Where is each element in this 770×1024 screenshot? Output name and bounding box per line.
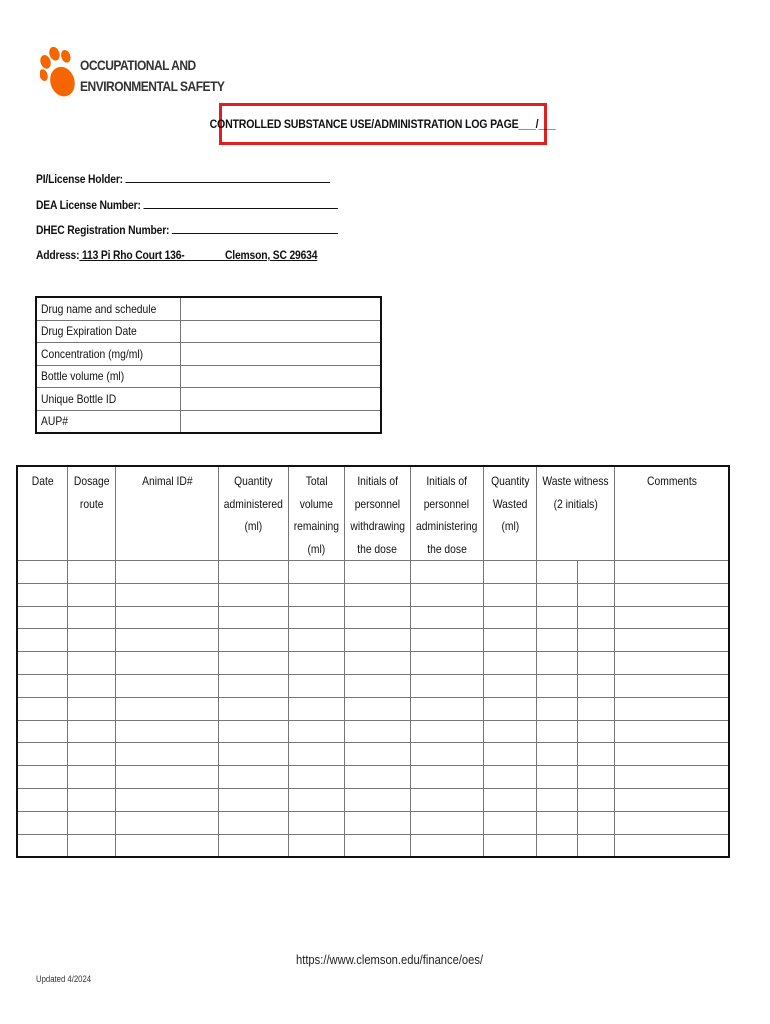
log-entry-cell[interactable]: [68, 606, 116, 629]
log-column-header-line: Date: [31, 474, 54, 488]
pi-blank-field[interactable]: [126, 171, 331, 183]
log-entry-cell[interactable]: [410, 652, 483, 675]
log-entry-row: [17, 766, 729, 789]
log-entry-cell[interactable]: [17, 697, 68, 720]
log-entry-cell[interactable]: [68, 629, 116, 652]
log-entry-cell[interactable]: [288, 811, 344, 834]
log-entry-cell[interactable]: [17, 561, 68, 584]
log-column-header-line: Dosage: [73, 474, 110, 488]
log-entry-cell[interactable]: [483, 743, 537, 766]
log-entry-row: [17, 652, 729, 675]
log-entry-cell[interactable]: [537, 697, 578, 720]
log-entry-cell[interactable]: [17, 606, 68, 629]
log-entry-cell[interactable]: [218, 674, 288, 697]
log-entry-cell[interactable]: [615, 788, 729, 811]
address-city: Clemson, SC 29634: [224, 248, 318, 262]
drug-info-label-cell: [36, 410, 181, 433]
log-entry-cell[interactable]: [537, 583, 578, 606]
log-entry-cell[interactable]: [537, 606, 578, 629]
log-entry-row: [17, 561, 729, 584]
log-entry-cell[interactable]: [577, 652, 614, 675]
log-entry-cell[interactable]: [17, 629, 68, 652]
log-entry-cell[interactable]: [615, 561, 729, 584]
log-entry-cell[interactable]: [17, 788, 68, 811]
log-entry-cell[interactable]: [483, 606, 537, 629]
log-entry-cell[interactable]: [537, 561, 578, 584]
dea-label: DEA License Number:: [36, 198, 141, 212]
log-entry-row: [17, 697, 729, 720]
log-entry-cell[interactable]: [218, 629, 288, 652]
log-entry-cell[interactable]: [68, 720, 116, 743]
dhec-label: DHEC Registration Number:: [36, 223, 170, 237]
drug-info-value-cell[interactable]: [181, 320, 382, 343]
log-entry-cell[interactable]: [218, 788, 288, 811]
log-entry-cell[interactable]: [116, 629, 219, 652]
log-entry-cell[interactable]: [17, 583, 68, 606]
log-column-header-line: Total: [305, 474, 328, 488]
log-entry-cell[interactable]: [577, 766, 614, 789]
log-entry-row: [17, 583, 729, 606]
log-entry-cell[interactable]: [537, 834, 578, 857]
log-entry-cell[interactable]: [537, 788, 578, 811]
log-entry-cell[interactable]: [410, 606, 483, 629]
log-column-header: [410, 466, 483, 561]
log-entry-cell[interactable]: [615, 629, 729, 652]
log-entry-cell[interactable]: [577, 629, 614, 652]
log-entry-cell[interactable]: [17, 720, 68, 743]
log-column-header-line: Quantity: [490, 474, 530, 488]
log-entry-cell[interactable]: [68, 561, 116, 584]
log-entry-cell[interactable]: [116, 606, 219, 629]
log-entry-cell[interactable]: [218, 697, 288, 720]
dhec-blank-field[interactable]: [172, 222, 338, 234]
log-entry-cell[interactable]: [615, 720, 729, 743]
log-entry-cell[interactable]: [218, 606, 288, 629]
log-entry-cell[interactable]: [483, 811, 537, 834]
log-entry-cell[interactable]: [344, 743, 410, 766]
drug-info-table: [35, 296, 382, 434]
drug-info-label-cell: [36, 343, 181, 366]
drug-info-value-cell[interactable]: [181, 388, 382, 411]
log-entry-cell[interactable]: [344, 629, 410, 652]
drug-info-row: [36, 343, 381, 366]
log-entry-cell[interactable]: [17, 743, 68, 766]
log-entry-cell[interactable]: [410, 697, 483, 720]
address-line: [36, 248, 317, 262]
log-entry-cell[interactable]: [344, 583, 410, 606]
document-title: CONTROLLED SUBSTANCE USE/ADMINISTRATION LOG PAGE___/___: [210, 117, 556, 131]
log-entry-cell[interactable]: [288, 766, 344, 789]
log-entry-row: [17, 629, 729, 652]
log-column-header-line: remaining: [293, 519, 339, 533]
organization-name: [80, 55, 224, 97]
log-entry-cell[interactable]: [537, 811, 578, 834]
log-entry-cell[interactable]: [483, 652, 537, 675]
log-entry-cell[interactable]: [344, 766, 410, 789]
log-entry-cell[interactable]: [68, 766, 116, 789]
log-column-header-line: Initials of: [426, 474, 468, 488]
log-entry-cell[interactable]: [68, 811, 116, 834]
log-entry-cell[interactable]: [218, 834, 288, 857]
log-entry-cell[interactable]: [537, 766, 578, 789]
log-entry-cell[interactable]: [288, 697, 344, 720]
drug-info-label: Drug Expiration Date: [41, 324, 137, 339]
log-entry-cell[interactable]: [17, 652, 68, 675]
log-column-header-line: route: [79, 496, 104, 511]
log-entry-cell[interactable]: [577, 697, 614, 720]
log-entry-cell[interactable]: [577, 583, 614, 606]
log-entry-cell[interactable]: [17, 834, 68, 857]
log-column-header-line: (ml): [307, 541, 326, 556]
log-entry-cell[interactable]: [288, 674, 344, 697]
org-line-2: ENVIRONMENTAL SAFETY: [80, 78, 225, 94]
log-entry-cell[interactable]: [344, 606, 410, 629]
log-column-header: [537, 466, 615, 561]
log-entry-cell[interactable]: [288, 629, 344, 652]
log-entry-cell[interactable]: [410, 561, 483, 584]
log-entry-cell[interactable]: [410, 834, 483, 857]
log-entry-cell[interactable]: [615, 674, 729, 697]
pi-label: PI/License Holder:: [36, 172, 123, 186]
log-entry-cell[interactable]: [577, 606, 614, 629]
log-entry-cell[interactable]: [483, 583, 537, 606]
log-entry-cell[interactable]: [615, 583, 729, 606]
log-entry-cell[interactable]: [577, 788, 614, 811]
log-entry-row: [17, 720, 729, 743]
log-column-header-line: administered: [223, 496, 283, 511]
log-entry-cell[interactable]: [116, 834, 219, 857]
log-entry-cell[interactable]: [615, 652, 729, 675]
log-entry-row: [17, 674, 729, 697]
log-column-header: [218, 466, 288, 561]
updated-date: Updated 4/2024: [36, 974, 92, 984]
log-column-header: [17, 466, 68, 561]
log-entry-cell[interactable]: [116, 583, 219, 606]
log-column-header: [344, 466, 410, 561]
log-entry-row: [17, 788, 729, 811]
drug-info-value-cell[interactable]: [181, 410, 382, 433]
log-entry-cell[interactable]: [288, 720, 344, 743]
log-column-header-line: withdrawing: [349, 519, 405, 533]
log-entry-cell[interactable]: [17, 766, 68, 789]
log-entry-cell[interactable]: [218, 720, 288, 743]
log-entry-cell[interactable]: [17, 811, 68, 834]
log-entry-cell[interactable]: [344, 674, 410, 697]
drug-info-label-cell: [36, 388, 181, 411]
log-column-header-line: Quantity: [234, 474, 273, 488]
log-column-header-line: personnel: [424, 496, 470, 511]
log-entry-cell[interactable]: [577, 811, 614, 834]
log-entry-cell[interactable]: [537, 743, 578, 766]
log-entry-cell[interactable]: [537, 629, 578, 652]
log-entry-cell[interactable]: [218, 743, 288, 766]
log-entry-cell[interactable]: [410, 629, 483, 652]
log-column-header: [288, 466, 344, 561]
log-entry-cell[interactable]: [344, 788, 410, 811]
log-column-header: [483, 466, 537, 561]
log-entry-cell[interactable]: [483, 720, 537, 743]
drug-info-row: [36, 388, 381, 411]
log-entry-cell[interactable]: [577, 674, 614, 697]
dhec-registration-line: [36, 222, 338, 237]
log-entry-cell[interactable]: [344, 834, 410, 857]
log-column-header-line: volume: [299, 496, 333, 511]
log-entry-cell[interactable]: [537, 652, 578, 675]
log-entry-cell[interactable]: [410, 766, 483, 789]
drug-info-label: Concentration (mg/ml): [41, 346, 144, 361]
log-entry-cell[interactable]: [68, 674, 116, 697]
log-entry-cell[interactable]: [116, 652, 219, 675]
drug-info-label: Unique Bottle ID: [41, 391, 117, 406]
log-entry-cell[interactable]: [288, 606, 344, 629]
log-column-header-line: administering: [415, 519, 478, 533]
log-entry-cell[interactable]: [483, 766, 537, 789]
log-column-header-line: personnel: [354, 496, 400, 511]
log-entry-cell[interactable]: [615, 743, 729, 766]
address-label: Address:: [36, 248, 80, 262]
drug-info-label: Bottle volume (ml): [41, 369, 125, 384]
drug-info-label: AUP#: [41, 414, 68, 429]
drug-info-value-cell[interactable]: [181, 343, 382, 366]
log-column-header-line: (ml): [501, 519, 519, 533]
drug-info-value-cell[interactable]: [181, 297, 382, 320]
log-column-header-line: Waste witness: [542, 474, 609, 488]
log-entry-cell[interactable]: [615, 834, 729, 857]
log-entry-cell[interactable]: [116, 743, 219, 766]
log-column-header: [116, 466, 219, 561]
log-entry-cell[interactable]: [483, 834, 537, 857]
log-column-header-line: (2 initials): [553, 496, 598, 511]
log-entry-cell[interactable]: [537, 674, 578, 697]
document-title-box: [210, 103, 556, 145]
drug-info-label: Drug name and schedule: [41, 301, 157, 316]
log-entry-cell[interactable]: [288, 743, 344, 766]
paw-logo-icon: [40, 46, 80, 102]
address-value: 113 Pi Rho Court 136-: [79, 248, 225, 262]
log-column-header-line: the dose: [426, 541, 467, 556]
log-entry-cell[interactable]: [615, 811, 729, 834]
log-entry-cell[interactable]: [344, 652, 410, 675]
log-entry-cell[interactable]: [116, 766, 219, 789]
log-entry-cell[interactable]: [68, 834, 116, 857]
log-entry-cell[interactable]: [410, 788, 483, 811]
log-entry-cell[interactable]: [68, 743, 116, 766]
log-entry-cell[interactable]: [17, 674, 68, 697]
org-line-1: OCCUPATIONAL AND: [80, 57, 196, 73]
log-entry-cell[interactable]: [483, 788, 537, 811]
log-entry-cell[interactable]: [483, 561, 537, 584]
log-column-header-line: (ml): [244, 519, 263, 533]
log-entry-cell[interactable]: [483, 629, 537, 652]
log-entry-cell[interactable]: [410, 674, 483, 697]
log-entry-cell[interactable]: [410, 583, 483, 606]
log-entry-row: [17, 606, 729, 629]
log-entry-cell[interactable]: [288, 561, 344, 584]
log-column-header-line: Comments: [646, 474, 697, 488]
log-entry-cell[interactable]: [218, 583, 288, 606]
log-entry-cell[interactable]: [68, 697, 116, 720]
log-entry-cell[interactable]: [577, 834, 614, 857]
log-entry-row: [17, 834, 729, 857]
log-entry-cell[interactable]: [116, 697, 219, 720]
log-entry-cell[interactable]: [68, 788, 116, 811]
log-entry-cell[interactable]: [288, 788, 344, 811]
administration-log-table: [16, 465, 730, 858]
log-entry-cell[interactable]: [116, 788, 219, 811]
log-entry-cell[interactable]: [68, 583, 116, 606]
drug-info-row: [36, 365, 381, 388]
log-entry-cell[interactable]: [116, 674, 219, 697]
log-column-header: [615, 466, 729, 561]
dea-license-line: [36, 197, 338, 212]
drug-info-row: [36, 320, 381, 343]
drug-info-label-cell: [36, 365, 181, 388]
log-column-header: [68, 466, 116, 561]
log-entry-cell[interactable]: [68, 652, 116, 675]
log-entry-cell[interactable]: [410, 743, 483, 766]
log-entry-cell[interactable]: [288, 583, 344, 606]
dea-blank-field[interactable]: [143, 197, 337, 209]
log-column-header-line: Wasted: [492, 496, 528, 511]
log-entry-cell[interactable]: [288, 834, 344, 857]
log-entry-cell[interactable]: [483, 674, 537, 697]
log-entry-cell[interactable]: [116, 720, 219, 743]
log-entry-cell[interactable]: [344, 720, 410, 743]
log-entry-cell[interactable]: [218, 811, 288, 834]
log-entry-cell[interactable]: [410, 811, 483, 834]
log-entry-cell[interactable]: [344, 697, 410, 720]
log-entry-cell[interactable]: [410, 720, 483, 743]
log-entry-cell[interactable]: [218, 766, 288, 789]
footer-url: https://www.clemson.edu/finance/oes/: [296, 952, 484, 967]
log-entry-cell[interactable]: [615, 606, 729, 629]
log-entry-cell[interactable]: [537, 720, 578, 743]
log-column-header-line: Initials of: [356, 474, 398, 488]
log-entry-cell[interactable]: [577, 561, 614, 584]
log-entry-cell[interactable]: [344, 561, 410, 584]
log-entry-cell[interactable]: [218, 561, 288, 584]
log-entry-cell[interactable]: [577, 743, 614, 766]
log-entry-row: [17, 743, 729, 766]
log-entry-cell[interactable]: [615, 697, 729, 720]
log-entry-cell[interactable]: [288, 652, 344, 675]
log-column-header-line: Animal ID#: [141, 474, 193, 488]
log-entry-cell[interactable]: [344, 811, 410, 834]
log-entry-cell[interactable]: [577, 720, 614, 743]
drug-info-row: [36, 410, 381, 433]
log-entry-cell[interactable]: [116, 811, 219, 834]
pi-license-holder-line: [36, 171, 330, 186]
drug-info-value-cell[interactable]: [181, 365, 382, 388]
log-entry-cell[interactable]: [218, 652, 288, 675]
drug-info-row: [36, 297, 381, 320]
drug-info-label-cell: [36, 297, 181, 320]
log-column-header-line: the dose: [357, 541, 398, 556]
log-entry-row: [17, 811, 729, 834]
drug-info-label-cell: [36, 320, 181, 343]
log-entry-cell[interactable]: [116, 561, 219, 584]
log-entry-cell[interactable]: [483, 697, 537, 720]
log-entry-cell[interactable]: [615, 766, 729, 789]
